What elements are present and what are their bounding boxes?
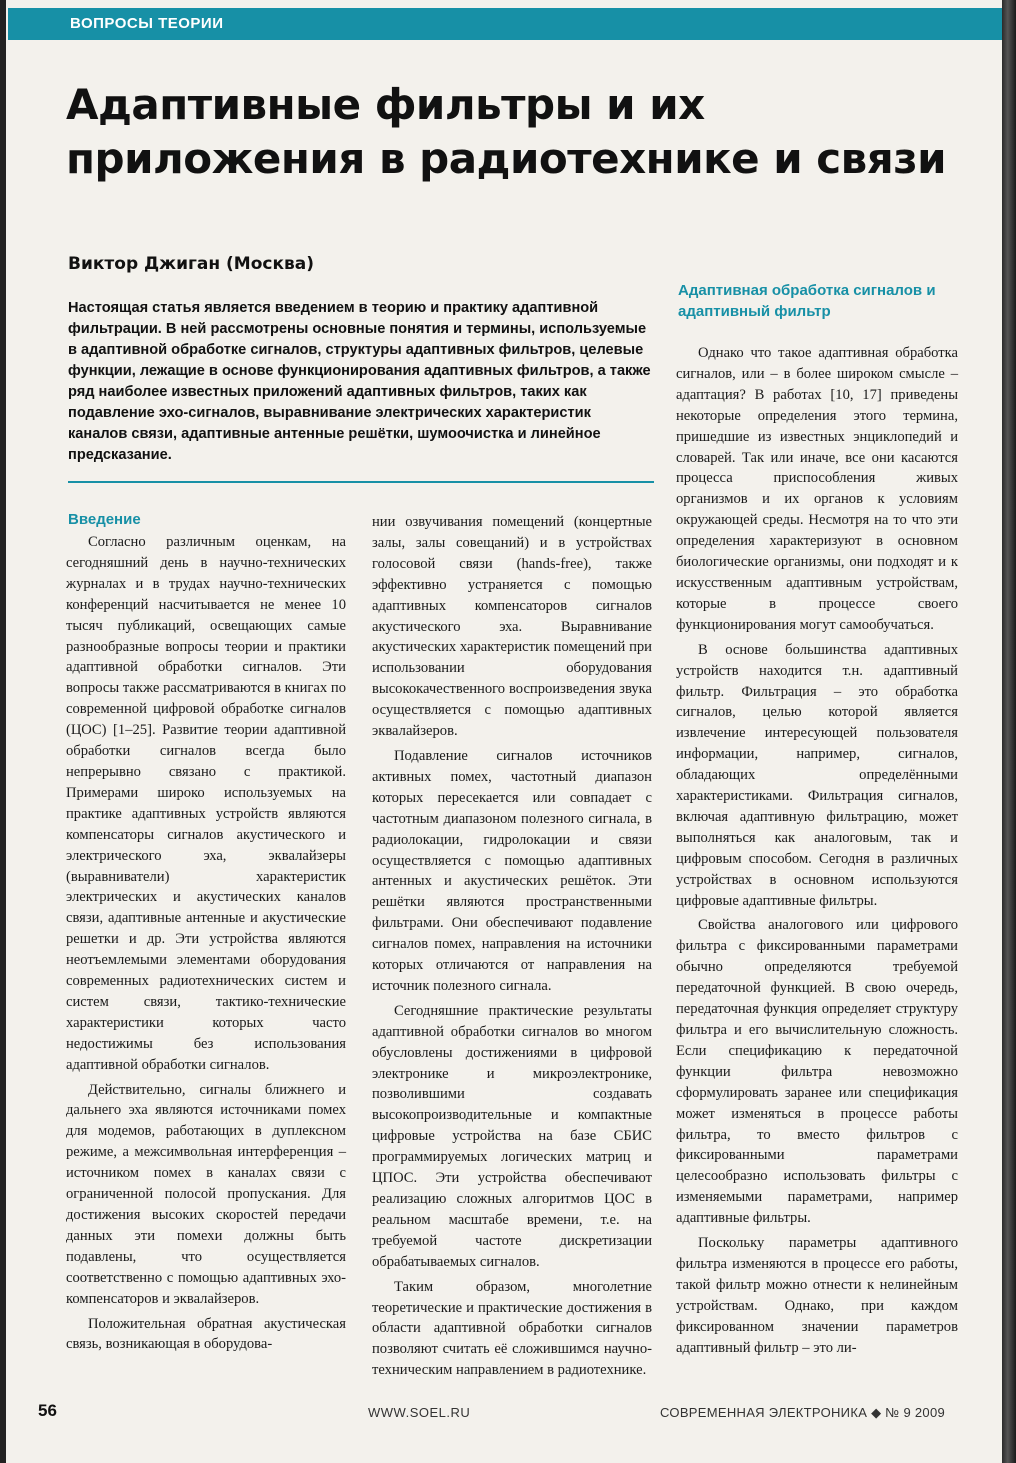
paragraph: Поскольку параметры адаптивного фильтра изменяются в процессе его работы, такой фильтр можно отнести к нелинейным устройствам. Однако, при каждом фиксированном значении параметров адаптивный фильтр – это ли- [676,1235,958,1356]
article-abstract: Настоящая статья является введением в теорию и практику адаптивной фильтрации. В ней рассмотрены основные понятия и термины, используемые в адаптивной обработке сигналов, структуры адаптивных фильтров, целевые функции, лежащие в основе функционирования адаптивных фильтров, а также ряд наиболее известных приложений адаптивных фильтров, таких как подавление эхо-сигналов, выравнивание электрических характеристик каналов связи, адаптивные антенные решётки, шумоочистка и линейное предсказание. [68,300,651,463]
adaptive-heading: Адаптивная обработка сигналов и адаптивный фильтр [678,282,936,320]
paragraph: В основе большинства адаптивных устройств находится т.н. адаптивный фильтр. Фильтрация – это обработка сигналов, целью которой является извлечение интересующей пользователя информации, например, сигналов, обладающих определёнными характеристиками. Фильтрация сигналов, включая адаптивную фильтрацию, может выполняться как аналоговым, так и цифровым способом. Сегодня в различных устройствах в основном используются цифровые адаптивные фильтры. [676,641,958,909]
column-3 [676,343,958,1363]
page-number: 56 [38,1401,57,1420]
paragraph: Положительная обратная акустическая связь, возникающая в оборудова- [66,1315,346,1353]
section-header-bar [8,8,1002,40]
paragraph: Согласно различным оценкам, на сегодняшний день в научно-технических журналах и в трудах научно-технических конференций насчитывается не менее 10 тысяч публикаций, освещающих самые разнообразные вопросы теории и практики адаптивной обработки сигналов. Эти вопросы также рассматриваются в книгах по современной цифровой обработке сигналов (ЦОС) [1–25]. Развитие теории адаптивной обработки сигналов всегда было непрерывно связано с практикой. Примерами широко используемых на практике адаптивных устройств являются компенсаторы сигналов акустического и электрического эха, эквалайзеры (выравниватели) характеристик электрических и акустических каналов связи, адаптивные антенные и акустические решетки и др. Эти устройства являются неотъемлемыми элементами оборудования современных радиотехнических систем и систем связи, тактико-технические характеристики которых часто недостижимы без использования адаптивной обработки сигналов. [66,534,346,1073]
paragraph: Однако что такое адаптивная обработка сигналов, или – в более широком смысле – адаптация? В работах [10, 17] приведены некоторые определения этого термина, пришедшие из известных энциклопедий и словарей. Так или иначе, все они касаются процесса приспособления живых организмов и их органов к условиям окружающей среды. Несмотря на то что эти определения характеризуют в основном биологические организмы, они подходят и к искусственным адаптивным устройствам, которые в процессе своего функционирования могут самообучаться. [676,345,958,633]
paragraph: нии озвучивания помещений (концертные залы, залы совещаний) и в устройствах голосовой связи (hands-free), также эффективно устраняется с помощью адаптивных компенсаторов сигналов акустического эха. Выравнивание акустических характеристик помещений при использовании оборудования высококачественного воспроизведения звука осуществляется с помощью адаптивных эквалайзеров. [372,514,652,740]
paragraph: Таким образом, многолетние теоретические и практические достижения в области адаптивной обработки сигналов позволяют считать её сложившимся научно-техническим направлением в радиотехнике. [372,1278,652,1379]
footer-magazine: СОВРЕМЕННАЯ ЭЛЕКТРОНИКА ◆ № 9 2009 [660,1405,946,1420]
paragraph: Действительно, сигналы ближнего и дальнего эха являются источниками помех для модемов, работающих в дуплексном режиме, а межсимвольная интерференция – источником помех в каналах связи с ограниченной полосой пропускания. Для достижения высоких скоростей передачи данных эти помехи должны быть подавлены, что осуществляется соответственно с помощью адаптивных эхо-компенсаторов и эквалайзеров. [66,1081,346,1307]
paragraph: Сегодняшние практические результаты адаптивной обработки сигналов во многом обусловлены достижениями в цифровой электронике и микроэлектронике, позволившими создавать высокопроизводительные и компактные цифровые устройства на базе СБИС программируемых логических матриц и ЦПОС. Эти устройства обеспечивают реализацию сложных алгоритмов ЦОС в реальном масштабе времени, т.е. на требуемой частоте дискретизации обрабатываемых сигналов. [372,1002,652,1270]
section-label: ВОПРОСЫ ТЕОРИИ [70,15,224,32]
footer-website: WWW.SOEL.RU [368,1405,471,1420]
scan-edge-left [0,0,6,1463]
column-2 [372,512,652,1385]
intro-heading: Введение [68,511,141,528]
scan-edge-right [1002,0,1016,1463]
paragraph: Свойства аналогового или цифрового фильтра с фиксированными параметрами обычно определяются требуемой передаточной функцией. В свою очередь, передаточная функция определяет структуру фильтра и его вычислительную сложность. Если спецификацию к передаточной функции фильтра невозможно сформулировать заранее или спецификация может изменяться в процессе работы фильтра, то вместо фильтров с фиксированными параметрами целесообразно использовать фильтры с изменяемыми параметрами, например адаптивные фильтры. [676,917,958,1227]
column-1 [66,532,346,1359]
paragraph: Подавление сигналов источников активных помех, частотный диапазон которых пересекается или совпадает с частотным диапазоном полезного сигнала, в радиолокации, гидролокации и связи осуществляется с помощью адаптивных антенных и акустических решёток. Эти решётки являются пространственными фильтрами. Они обеспечивают подавление сигналов помех, направления на источники которых отличаются от направления на источник полезного сигнала. [372,747,652,994]
abstract-divider [68,481,654,483]
article-author: Виктор Джиган (Москва) [68,254,314,274]
article-title: Адаптивные фильтры и их приложения в радиотехнике и связи [66,80,947,183]
